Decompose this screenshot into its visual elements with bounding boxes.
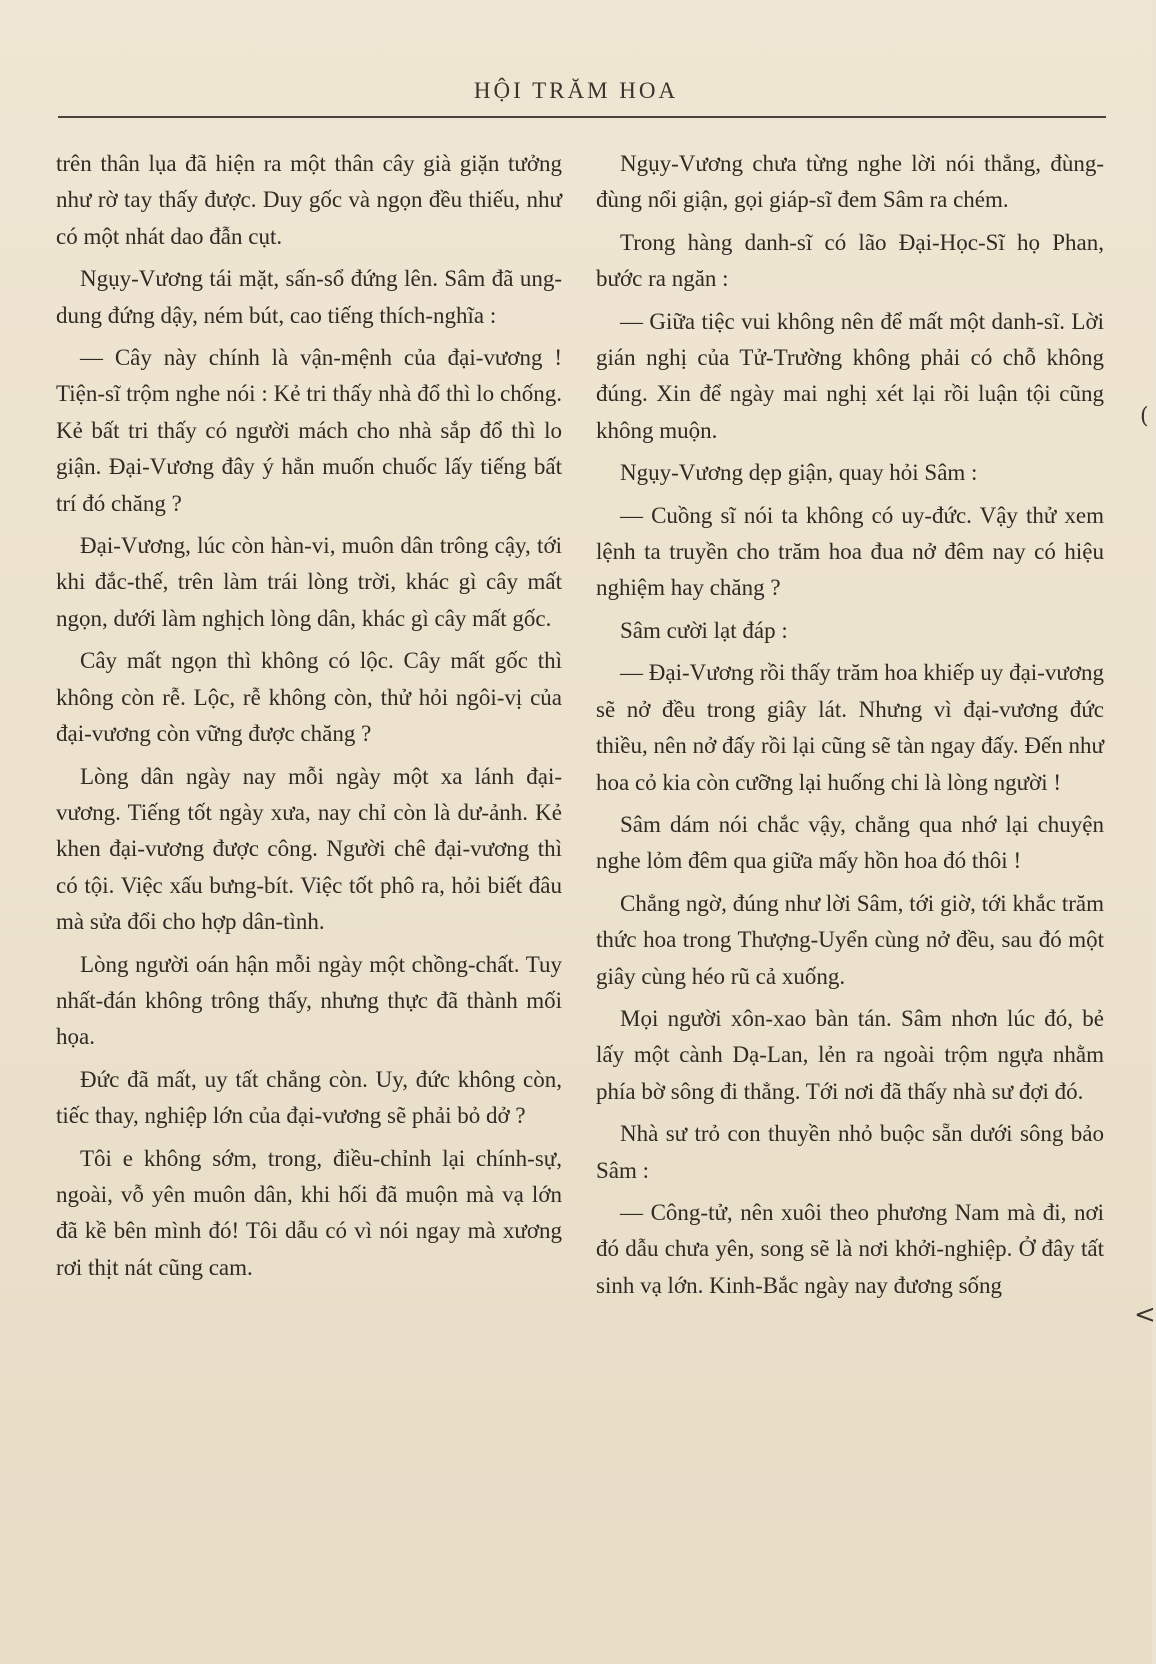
left-column xyxy=(56,146,562,1292)
paragraph: Ngụy-Vương chưa từng nghe lời nói thẳng, đùng-đùng nổi giận, gọi giáp-sĩ đem Sâm ra chém. xyxy=(596,151,1104,213)
paragraph: — Cuồng sĩ nói ta không có uy-đức. Vậy thử xem lệnh ta truyền cho trăm hoa đua nở đêm nay có hiệu nghiệm hay chăng ? xyxy=(596,502,1104,601)
margin-mark: ( xyxy=(1140,404,1149,429)
header-rule xyxy=(58,116,1106,118)
paragraph: Trong hàng danh-sĩ có lão Đại-Học-Sĩ họ Phan, bước ra ngăn : xyxy=(596,229,1104,292)
paragraph: Tôi e không sớm, trong, điều-chỉnh lại chính-sự, ngoài, vỗ yên muôn dân, khi hối đã muộn mà vạ lớn đã kề bên mình đó! Tôi dẫu có vì nói ngay mà xương rơi thịt nát cũng cam. xyxy=(56,1145,562,1280)
paragraph: Sâm cười lạt đáp : xyxy=(620,617,788,643)
paragraph: Ngụy-Vương tái mặt, sấn-sổ đứng lên. Sâm đã ung-dung đứng dậy, ném bút, cao tiếng thích-nghĩa : xyxy=(56,266,562,328)
paragraph: Mọi người xôn-xao bàn tán. Sâm nhơn lúc đó, bẻ lấy một cành Dạ-Lan, lẻn ra ngoài trộm ngựa nhằm phía bờ sông đi thẳng. Tới nơi đã thấy nhà sư đợi đó. xyxy=(596,1005,1104,1104)
paragraph: Nhà sư trỏ con thuyền nhỏ buộc sẵn dưới sông bảo Sâm : xyxy=(596,1121,1104,1183)
paragraph: — Cây này chính là vận-mệnh của đại-vương ! Tiện-sĩ trộm nghe nói : Kẻ tri thấy nhà đổ thì lo chống. Kẻ bất tri thấy có người mách cho nhà sắp đổ thì lo giận. Đại-Vương đây ý hẳn muốn chuốc lấy tiếng bất trí đó chăng ? xyxy=(56,345,562,516)
right-column xyxy=(596,146,1104,1310)
paragraph: Đức đã mất, uy tất chẳng còn. Uy, đức không còn, tiếc thay, nghiệp lớn của đại-vương sẽ phải bỏ dở ? xyxy=(56,1066,562,1129)
paragraph: trên thân lụa đã hiện ra một thân cây già giặn tưởng như rờ tay thấy được. Duy gốc và ngọn đều thiếu, như có một nhát dao đẫn cụt. xyxy=(56,151,562,249)
running-head: HỘI TRĂM HOA xyxy=(473,78,679,103)
paragraph: — Công-tử, nên xuôi theo phương Nam mà đi, nơi đó dẫu chưa yên, song sẽ là nơi khởi-nghiệp. Ở đây tất sinh vạ lớn. Kinh-Bắc ngày nay đương sống xyxy=(596,1199,1104,1298)
paragraph: Lòng dân ngày nay mỗi ngày một xa lánh đại-vương. Tiếng tốt ngày xưa, nay chỉ còn là dư-ảnh. Kẻ khen đại-vương được công. Người chê đại-vương thì có tội. Việc xấu bưng-bít. Việc tốt phô ra, hỏi biết đâu mà sửa đổi cho hợp dân-tình. xyxy=(56,763,562,935)
paragraph: Chẳng ngờ, đúng như lời Sâm, tới giờ, tới khắc trăm thức hoa trong Thượng-Uyển cùng nở đều, sau đó một giây cùng héo rũ cả xuống. xyxy=(596,890,1104,989)
paragraph: Sâm dám nói chắc vậy, chẳng qua nhớ lại chuyện nghe lỏm đêm qua giữa mấy hồn hoa đó thôi ! xyxy=(596,811,1104,874)
paragraph: Lòng người oán hận mỗi ngày một chồng-chất. Tuy nhất-đán không trông thấy, nhưng thực đã thành mối họa. xyxy=(56,951,562,1050)
paragraph: Ngụy-Vương dẹp giận, quay hỏi Sâm : xyxy=(620,460,978,486)
margin-mark: < xyxy=(1134,1300,1156,1330)
paragraph: — Đại-Vương rồi thấy trăm hoa khiếp uy đại-vương sẽ nở đều trong giây lát. Nhưng vì đại-vương đức thiều, nên nở đấy rồi lại cũng sẽ tàn ngay đấy. Đến như hoa cỏ kia còn cưỡng lại huống chi là lòng người ! xyxy=(596,660,1104,795)
paragraph: — Giữa tiệc vui không nên để mất một danh-sĩ. Lời gián nghị của Tử-Trường không phải có chỗ không đúng. Xin để ngày mai nghị xét lại rồi luận tội cũng không muộn. xyxy=(596,308,1104,443)
paragraph: Cây mất ngọn thì không có lộc. Cây mất gốc thì không còn rễ. Lộc, rễ không còn, thử hỏi ngôi-vị của đại-vương còn vững được chăng ? xyxy=(56,648,562,747)
paragraph: Đại-Vương, lúc còn hàn-vi, muôn dân trông cậy, tới khi đắc-thế, trên làm trái lòng trời, khác gì cây mất ngọn, dưới làm nghịch lòng dân, khác gì cây mất gốc. xyxy=(56,533,562,631)
